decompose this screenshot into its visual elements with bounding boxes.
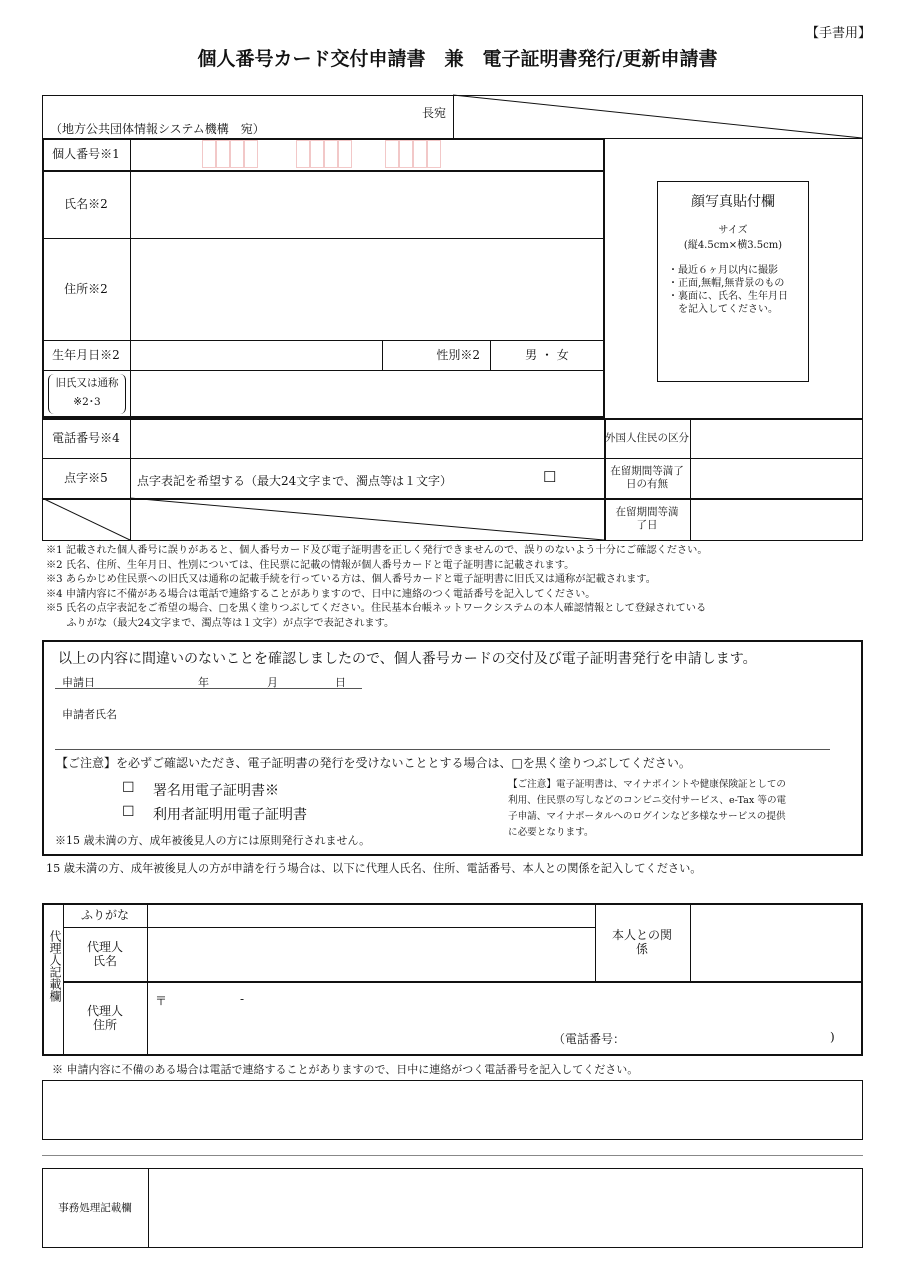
proxy-intro: 15 歳未満の方、成年被後見人の方が申請を行う場合は、以下に代理人氏名、住所、電話番号、本人との関係を記入してください。 [46,862,702,875]
date-input[interactable] [55,672,362,689]
photo-title: 顔写真貼付欄 [691,193,775,210]
under15-note: ※15 歳未満の方、成年被後見人の方には原則発行されません。 [55,834,371,847]
year-label: 年 [198,676,209,689]
notes: ※1 記載された個人番号に誤りがあると、個人番号カード及び電子証明書を正しく発行できませんので、誤りのないよう十分にご確認ください。 ※2 氏名、住所、生年月日、性別については、住民票に記載の情報が個人番号カードと電子証明書に記載されます。 ※3 あらかじめ住民票への旧氏又は通称の記載手続を行っている方は、個人番号カードと電子証明書に旧氏又は通称が記載されます。 ※4 申請内容に不備がある場合は電話で連絡することがありますので、日中に連絡のつく電話番号を記入してください。 ※5 氏名の点字表記をご希望の場合、□を黒く塗りつぶしてください。住民基本台帳ネットワークシステムの本人確認情報として登録されている ふりがな（最大24文字まで、濁点等は１文字）が点字で表記されます。 [46,545,708,629]
date-label: 申請日 [62,676,95,689]
diagonal-line [453,95,862,138]
cert-notice: 【ご注意】電子証明書は、マイナポイントや健康保険証としての 利用、住民票の写しなどのコンビニ交付サービス、e-Tax 等の電 子申請、マイナポータルへのログインなど多様なサービスの提供 に必要となります。 [508,779,787,838]
declaration-statement: 以上の内容に間違いのないことを確認しましたので、個人番号カードの交付及び電子証明書発行を申請します。 [58,651,757,667]
proxy-phone-close: ) [830,1030,835,1044]
foreign-category-label: 外国人住民の区分 [605,431,689,444]
birthdate-input[interactable] [130,340,382,370]
furigana-label: ふりがな [80,907,129,922]
expiry-date-input[interactable] [690,498,862,540]
name-label: 氏名※2 [64,196,108,211]
proxy-section-label: 代理人記載欄 [48,930,62,1002]
braille-option-label: 点字表記を希望する（最大24文字まで、濁点等は１文字） [137,474,453,488]
user-cert-label: 利用者証明用電子証明書 [153,807,307,823]
proxy-phone-label: （電話番号： [553,1032,626,1046]
foreign-category-input[interactable] [690,418,862,458]
address-input[interactable] [130,238,604,340]
expiry-exists-input[interactable] [690,458,862,498]
applicant-name-label: 申請者氏名 [62,708,117,721]
braille-checkbox[interactable]: ☐ [543,468,557,486]
handwritten-tag: 【手書用】 [806,26,872,41]
furigana-input[interactable] [147,903,595,927]
proxy-address-label: 代理人住所 [86,1003,123,1032]
page-title: 個人番号カード交付申請書 兼 電子証明書発行/更新申請書 [197,48,718,70]
proxy-name-label: 代理人氏名 [86,939,123,968]
office-label: 事務処理記載欄 [58,1201,132,1214]
relation-input[interactable] [690,903,862,981]
expiry-date-label: 在留期間等満了日 [615,506,679,531]
expiry-exists-label: 在留期間等満了日の有無 [610,465,684,490]
proxy-address-input[interactable] [147,981,862,1055]
day-label: 日 [335,676,346,689]
address-label: 住所※2 [64,281,108,296]
phone-label: 電話番号※4 [52,430,120,445]
addressee-suffix: 長宛 [422,106,447,120]
relation-label: 本人との関係 [612,927,673,956]
addressee: （地方公共団体情報システム機構 宛） [50,122,265,136]
office-box [42,1168,863,1248]
postal-dash: - [240,992,245,1006]
name-input[interactable] [130,170,604,238]
caution-text: 【ご注意】を必ずご確認いただき、電子証明書の発行を受けないこととする場合は、□を黒く塗りつぶしてください。 [56,756,691,770]
gender-label: 性別※2 [436,347,480,362]
applicant-name-input[interactable] [55,700,830,750]
month-label: 月 [267,676,278,689]
user-cert-checkbox[interactable]: ☐ [122,804,135,820]
individual-number-label: 個人番号※1 [52,146,120,161]
individual-number-input[interactable] [130,138,604,170]
gender-options[interactable]: 男 ・ 女 [525,347,569,362]
former-name-input[interactable] [130,370,604,418]
former-name-label: 旧氏又は通称 ※2･3 [48,374,126,414]
signature-cert-label: 署名用電子証明書※ [153,783,279,799]
braille-label: 点字※5 [64,470,108,485]
signature-cert-checkbox[interactable]: ☐ [122,780,135,796]
photo-box: 顔写真貼付欄 サイズ (縦4.5cm×横3.5cm) ・最近６ヶ月以内に撮影 ・正面,無帽,無背景のもの ・裏面に、氏名、生年月日 を記入してください。 [657,181,809,382]
phone-input[interactable] [130,418,604,458]
phone-note: ※ 申請内容に不備のある場合は電話で連絡することがありますので、日中に連絡がつく電話番号を記入してください。 [52,1063,639,1076]
phone-input-box[interactable] [42,1080,863,1140]
postal-mark: 〒 [155,994,168,1008]
birthdate-label: 生年月日※2 [52,347,120,362]
proxy-name-input[interactable] [147,927,595,981]
